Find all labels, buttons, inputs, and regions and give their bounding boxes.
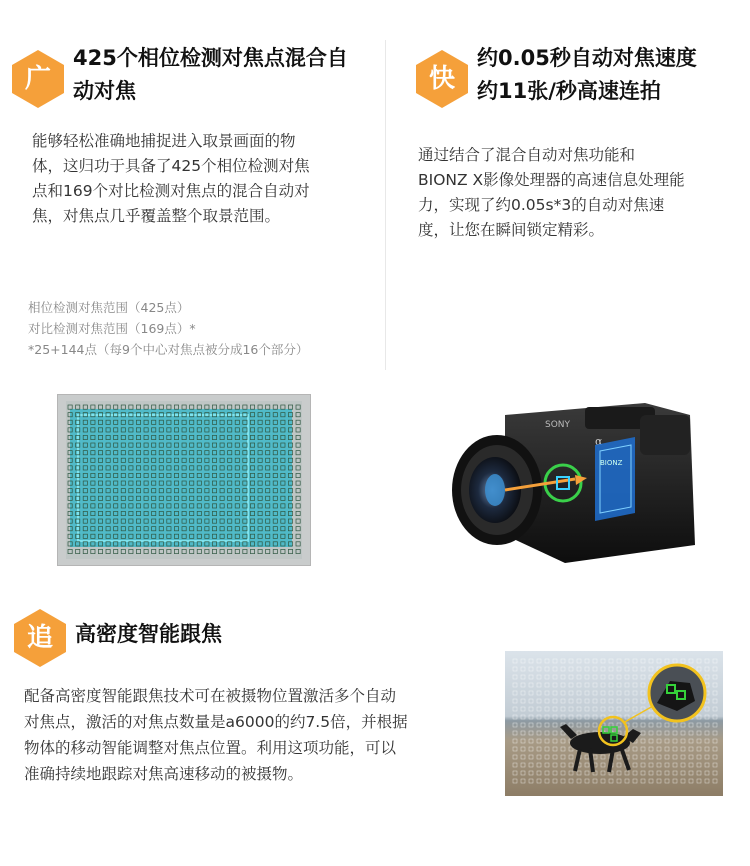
dog-tracking-photo xyxy=(505,651,723,796)
af-points-grid-image xyxy=(57,394,311,566)
section1-body-line: 点和169个对比检测对焦点的混合自动对 xyxy=(32,182,310,200)
section2-body-line: 度，让您在瞬间锁定精彩。 xyxy=(418,221,605,239)
badge-kuai xyxy=(416,50,468,108)
section2-title-line1: 约0.05秒自动对焦速度 xyxy=(477,46,697,70)
section3-body-line: 配备高密度智能跟焦技术可在被摄物位置激活多个自动 xyxy=(24,687,397,705)
section3-body-line: 对焦点，激活的对焦点数量是a6000的约7.5倍，并根据 xyxy=(24,713,408,731)
section3-body xyxy=(24,683,484,787)
section3-body-line: 物体的移动智能调整对焦点位置。利用这项功能，可以 xyxy=(24,739,397,757)
camera-illustration xyxy=(445,395,710,575)
section1-body-line: 焦，对焦点几乎覆盖整个取景范围。 xyxy=(32,207,281,225)
section1-body xyxy=(32,129,372,229)
badge-kuai-text: 快 xyxy=(428,64,455,94)
section2-body-line: BIONZ X影像处理器的高速信息处理能 xyxy=(418,171,685,189)
column-divider xyxy=(385,40,386,370)
note-footnote: *25+144点（每9个中心对焦点被分成16个部分） xyxy=(28,342,309,357)
section1-title-line1: 425个相位检测对焦点混合自 xyxy=(73,46,348,70)
section1-body-line: 能够轻松准确地捕捉进入取景画面的物 xyxy=(32,132,296,150)
af-grid-svg xyxy=(58,395,310,565)
section1-title-line2: 动对焦 xyxy=(73,79,136,103)
badge-guang xyxy=(12,50,64,108)
section1-body-line: 体，这归功于具备了425个相位检测对焦 xyxy=(32,157,310,175)
badge-zhui-text: 追 xyxy=(26,623,53,653)
note-phase-detect: 相位检测对焦范围（425点） xyxy=(28,300,190,315)
section2-body xyxy=(418,143,738,243)
camera-alpha-mark: α xyxy=(595,435,603,448)
section1-notes xyxy=(28,297,378,360)
badge-zhui xyxy=(14,609,66,667)
section2-body-line: 力，实现了约0.05s*3的自动对焦速 xyxy=(418,196,665,214)
section2-title-line2: 约11张/秒高速连拍 xyxy=(477,79,661,103)
section2-body-line: 通过结合了混合自动对焦功能和 xyxy=(418,146,636,164)
badge-guang-text: 广 xyxy=(24,64,51,94)
camera-brand: SONY xyxy=(545,420,571,430)
chip-label: BIONZ xyxy=(600,459,623,467)
section3-title: 高密度智能跟焦 xyxy=(75,622,222,646)
note-contrast-detect: 对比检测对焦范围（169点）* xyxy=(28,321,196,336)
section3-body-line: 准确持续地跟踪对焦高速移动的被摄物。 xyxy=(24,765,304,783)
